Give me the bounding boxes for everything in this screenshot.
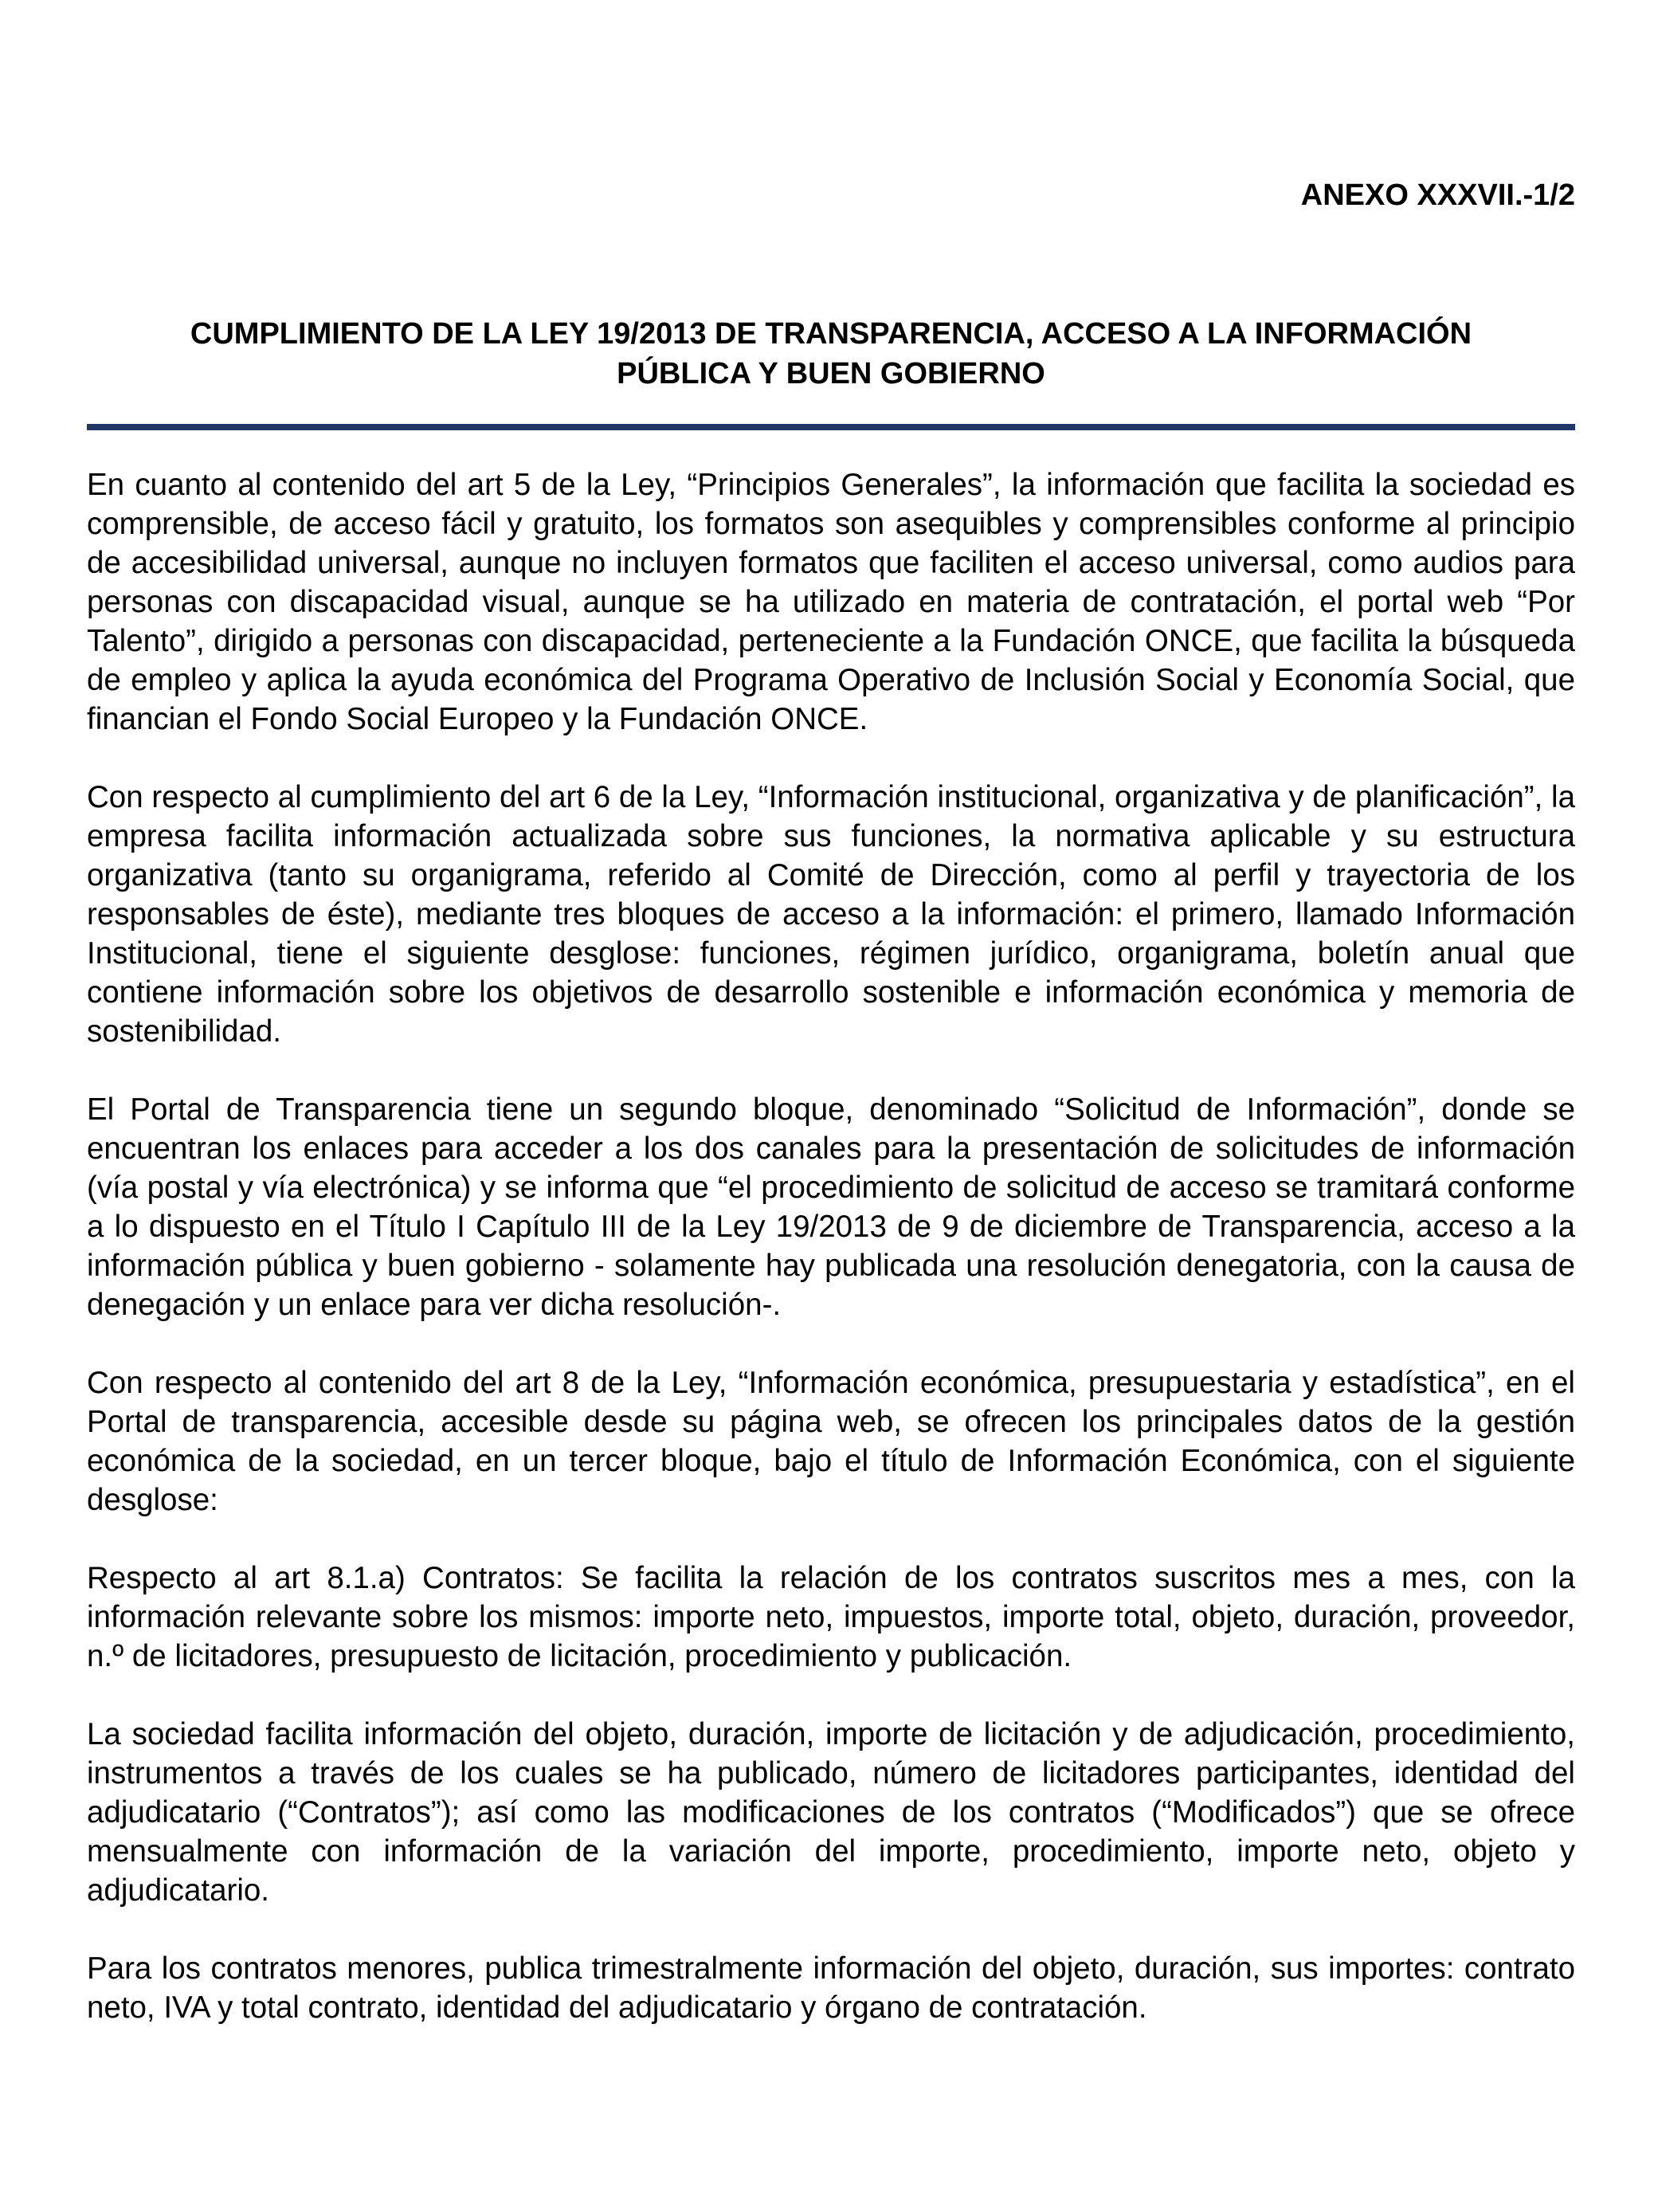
paragraph-art8: Con respecto al contenido del art 8 de la Ley, “Información económica, presupuestaria y estadística”, en el Portal de transparencia, accesible desde su página web, se ofrecen los principales datos de la gestión económica de la sociedad, en un tercer bloque, bajo el título de Información Económica, con el siguiente desglose: [87,1366,1575,1517]
paragraph-contratos: Respecto al art 8.1.a) Contratos: Se facilita la relación de los contratos suscritos mes a mes, con la información relevante sobre los mismos: importe neto, impuestos, importe total, objeto, duración, proveedor, n.º de licitadores, presupuesto de licitación, procedimiento y publicación. [87,1561,1575,1673]
title-line-2: PÚBLICA Y BUEN GOBIERNO [617,357,1045,390]
paragraph-contratos-menores: Para los contratos menores, publica trimestralmente información del objeto, duración, sus importes: contrato neto, IVA y total contrato, identidad del adjudicatario y órgano de contratación. [87,1951,1575,2025]
paragraph-adjudicacion: La sociedad facilita información del objeto, duración, importe de licitación y de adjudicación, procedimiento, instrumentos a través de los cuales se ha publicado, número de licitadores participantes, identidad del adjudicatario (“Contratos”); así como las modificaciones de los contratos (“Modificados”) que se ofrece mensualmente con información de la variación del importe, procedimiento, importe neto, objeto y adjudicatario. [87,1717,1575,1908]
document-title [87,314,1575,394]
paragraph-solicitud: El Portal de Transparencia tiene un segundo bloque, denominado “Solicitud de Información”, donde se encuentran los enlaces para acceder a los dos canales para la presentación de solicitudes de información (vía postal y vía electrónica) y se informa que “el procedimiento de solicitud de acceso se tramitará conforme a lo dispuesto en el Título I Capítulo III de la Ley 19/2013 de 9 de diciembre de Transparencia, acceso a la información pública y buen gobierno - solamente hay publicada una resolución denegatoria, con la causa de denegación y un enlace para ver dicha resolución-. [87,1092,1575,1322]
annex-label: ANEXO XXXVII.-1/2 [1300,178,1575,212]
title-line-1: CUMPLIMIENTO DE LA LEY 19/2013 DE TRANSPARENCIA, ACCESO A LA INFORMACIÓN [190,317,1472,351]
document-body [87,465,1575,2066]
title-divider [87,424,1575,430]
paragraph-art5: En cuanto al contenido del art 5 de la Ley, “Principios Generales”, la información que facilita la sociedad es comprensible, de acceso fácil y gratuito, los formatos son asequibles y comprensibles conforme al principio de accesibilidad universal, aunque no incluyen formatos que faciliten el acceso universal, como audios para personas con discapacidad visual, aunque se ha utilizado en materia de contratación, el portal web “Por Talento”, dirigido a personas con discapacidad, perteneciente a la Fundación ONCE, que facilita la búsqueda de empleo y aplica la ayuda económica del Programa Operativo de Inclusión Social y Economía Social, que financian el Fondo Social Europeo y la Fundación ONCE. [87,468,1575,736]
paragraph-art6: Con respecto al cumplimiento del art 6 de la Ley, “Información institucional, organizativa y de planificación”, la empresa facilita información actualizada sobre sus funciones, la normativa aplicable y su estructura organizativa (tanto su organigrama, referido al Comité de Dirección, como al perfil y trayectoria de los responsables de éste), mediante tres bloques de acceso a la información: el primero, llamado Información Institucional, tiene el siguiente desglose: funciones, régimen jurídico, organigrama, boletín anual que contiene información sobre los objetivos de desarrollo sostenible e información económica y memoria de sostenibilidad. [87,780,1575,1049]
